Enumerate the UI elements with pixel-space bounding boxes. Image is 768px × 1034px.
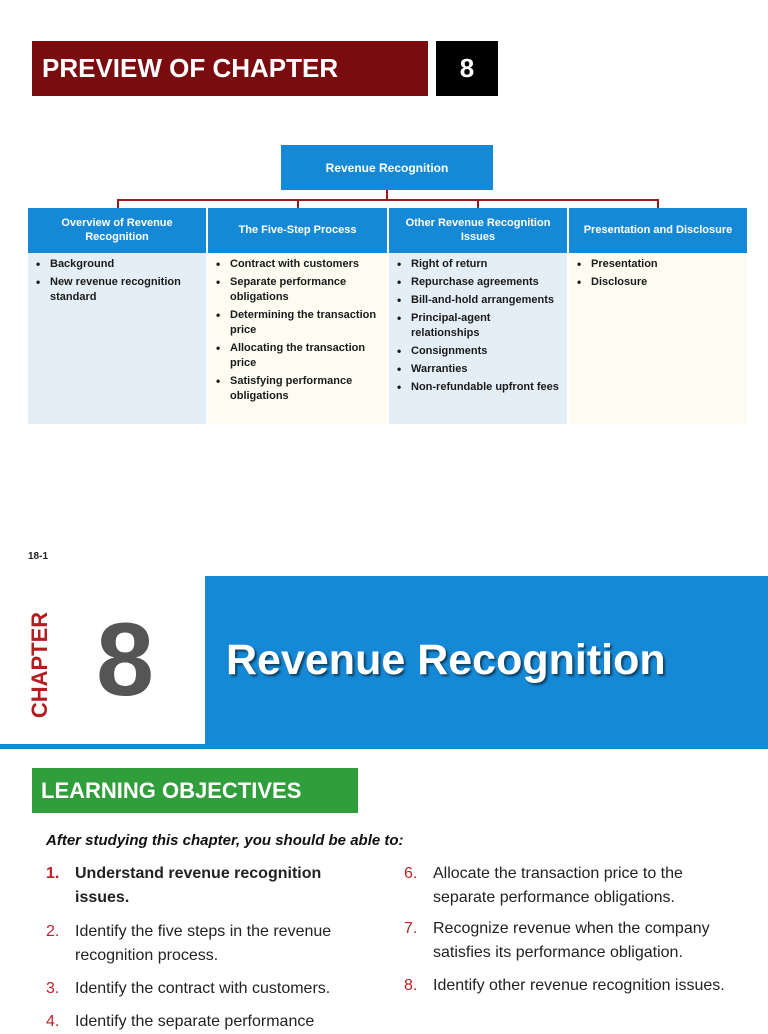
list-item: • Separate performance obligations bbox=[216, 275, 381, 305]
objective-number: 4. bbox=[46, 1013, 60, 1030]
learning-objectives-heading bbox=[32, 768, 358, 813]
list-item: • Right of return bbox=[397, 257, 561, 272]
list-item: • Bill-and-hold arrangements bbox=[397, 293, 561, 308]
objective-text: Identify the contract with customers. bbox=[75, 980, 331, 997]
list-item: • Disclosure bbox=[577, 275, 741, 290]
list-item: • New revenue recognition standard bbox=[36, 275, 200, 305]
objective-text: Allocate the transaction price to the separate performance obligations. bbox=[433, 865, 683, 906]
list-item: • Satisfying performance obligations bbox=[216, 374, 381, 404]
objective-text: Identify other revenue recognition issues. bbox=[433, 977, 725, 994]
connector-line bbox=[117, 199, 119, 208]
chapter-label bbox=[20, 607, 60, 722]
objectives-intro: After studying this chapter, you should be able to: bbox=[46, 832, 404, 849]
list-item: • Principal-agent relationships bbox=[397, 311, 561, 341]
objective-number: 1. bbox=[46, 865, 60, 882]
list-item: • Contract with customers bbox=[216, 257, 381, 272]
objective-text: Recognize revenue when the company satisfies its performance obligation. bbox=[433, 920, 710, 961]
learning-objectives-label: LEARNING OBJECTIVES bbox=[41, 777, 302, 803]
objective-item bbox=[46, 920, 366, 968]
objective-item bbox=[404, 862, 744, 910]
column-body bbox=[208, 253, 387, 424]
list-item: • Warranties bbox=[397, 362, 561, 377]
column-body bbox=[389, 253, 567, 424]
objective-number: 2. bbox=[46, 923, 60, 940]
preview-title: PREVIEW OF CHAPTER bbox=[42, 53, 339, 83]
column-heading: The Five-Step Process bbox=[208, 208, 387, 253]
column-heading: Other Revenue Recognition Issues bbox=[389, 208, 567, 253]
list-item: • Determining the transaction price bbox=[216, 308, 381, 338]
divider bbox=[0, 744, 768, 749]
list-item: • Consignments bbox=[397, 344, 561, 359]
objective-number: 8. bbox=[404, 977, 418, 994]
list-item: • Non-refundable upfront fees bbox=[397, 380, 561, 395]
preview-number: 8 bbox=[459, 53, 475, 83]
objective-item bbox=[404, 917, 744, 965]
connector-line bbox=[297, 199, 299, 208]
objective-text: Identify the separate performance bbox=[75, 1013, 315, 1030]
chapter-word: CHAPTER bbox=[27, 611, 52, 718]
objective-text: Understand revenue recognition issues. bbox=[75, 865, 322, 906]
column-body bbox=[28, 253, 206, 424]
objective-number: 3. bbox=[46, 980, 60, 997]
chapter-number: 8 bbox=[96, 602, 154, 718]
org-chart-root: Revenue Recognition bbox=[281, 145, 493, 190]
list-item: • Repurchase agreements bbox=[397, 275, 561, 290]
objective-number: 6. bbox=[404, 865, 418, 882]
column-heading: Overview of Revenue Recognition bbox=[28, 208, 206, 253]
connector-line bbox=[657, 199, 659, 208]
page-marker: 18-1 bbox=[28, 551, 49, 562]
column-body bbox=[569, 253, 747, 424]
list-item: • Presentation bbox=[577, 257, 741, 272]
connector-line bbox=[117, 199, 658, 201]
objective-number: 7. bbox=[404, 920, 418, 937]
list-item: • Background bbox=[36, 257, 200, 272]
objective-item bbox=[46, 977, 366, 1001]
preview-heading bbox=[32, 41, 428, 96]
objective-item bbox=[404, 974, 744, 998]
chapter-number-badge bbox=[436, 41, 498, 96]
objective-item bbox=[46, 1010, 366, 1034]
objective-item bbox=[46, 862, 366, 910]
chapter-title: Revenue Recognition bbox=[226, 636, 666, 684]
objective-text: Identify the five steps in the revenue recognition process. bbox=[75, 923, 332, 964]
column-heading: Presentation and Disclosure bbox=[569, 208, 747, 253]
list-item: • Allocating the transaction price bbox=[216, 341, 381, 371]
connector-line bbox=[477, 199, 479, 208]
